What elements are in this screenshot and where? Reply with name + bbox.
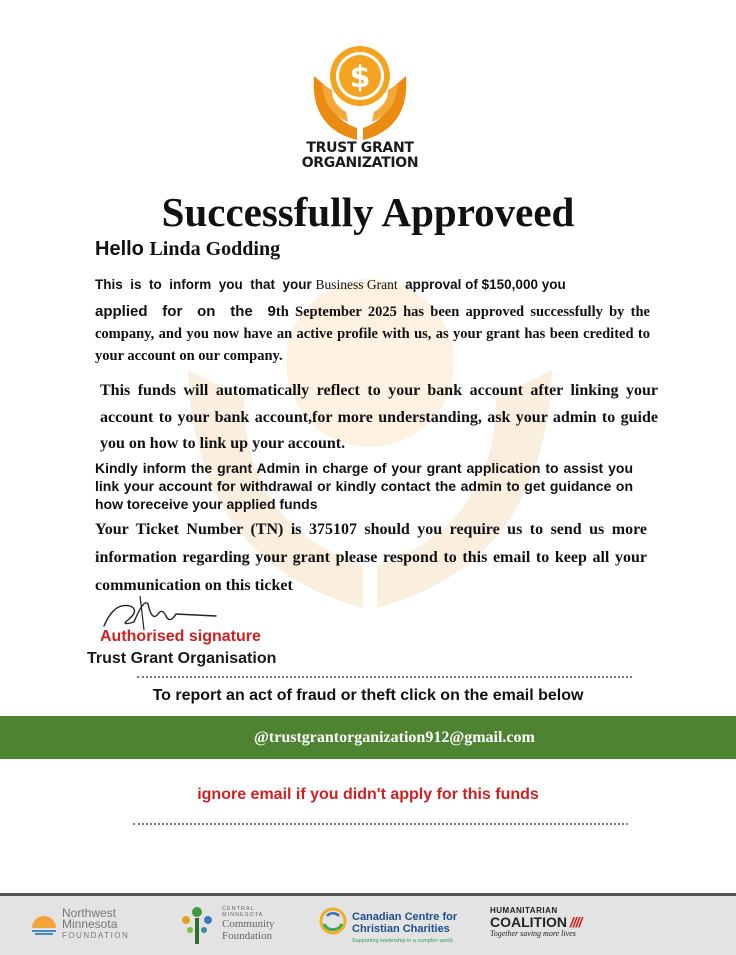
recipient-name: Linda Godding (149, 238, 281, 260)
partner-central-minnesota: CENTRAL MINNESOTA Community Foundation (222, 906, 275, 942)
tree-people-icon (176, 904, 218, 946)
sun-rays-icon (30, 910, 58, 936)
approval-rest: th September 2025 has been approved successfully by the company, and you now have an active profile with us, as your grant has been credited to your account on our company. (95, 304, 650, 364)
partner-humanitarian-coalition: HUMANITARIAN COALITION //// Together saving more lives (490, 906, 582, 938)
org-name-line2: ORGANIZATION (301, 155, 419, 171)
grant-type: Business Grant (315, 277, 398, 292)
handwritten-signature-icon (100, 592, 220, 632)
circle-swirl-icon (318, 906, 348, 936)
paragraph-ticket: Your Ticket Number (TN) is 375107 should you require us to send us more information regarding your grant please respond to this email to keep all your communication on this ticket (95, 521, 647, 594)
org-name-line1: TRUST GRANT (306, 140, 414, 156)
paragraph-intro (95, 276, 655, 293)
report-fraud-text: To report an act of fraud or theft click on the email below (152, 687, 584, 704)
greeting-hello: Hello (95, 238, 144, 260)
partner-northwest-minnesota: Northwest Minnesota FOUNDATION (62, 906, 130, 940)
dotted-divider-bottom (133, 823, 628, 825)
approval-lead: applied for on the 9 (95, 303, 276, 320)
svg-text:$: $ (349, 60, 371, 95)
partner-canadian-centre: Canadian Centre for Christian Charities Supporting leadership in a complex world (352, 911, 458, 944)
stripes-icon: //// (567, 914, 582, 930)
paragraph-admin: Kindly inform the grant Admin in charge of your grant application to assist you link your account for withdrawal or kindly contact the admin to get guidance on how toreceive your applied funds (95, 460, 633, 512)
signature-org: Trust Grant Organisation (87, 650, 277, 667)
report-email-link[interactable]: @trustgrantorganization912@gmail.com (254, 729, 535, 746)
ignore-notice: ignore email if you didn't apply for this funds (197, 786, 539, 803)
intro-pre: This is to inform you that your (95, 277, 316, 292)
page-title: Successfully Approveed (161, 189, 575, 235)
dollar-coin-hands-icon (300, 42, 420, 142)
greeting (95, 238, 280, 261)
org-name (260, 141, 460, 171)
signature-label: Authorised signature (100, 628, 261, 645)
dotted-divider (137, 676, 632, 678)
partner-footer (0, 893, 736, 955)
intro-post: approval of $150,000 you (397, 277, 566, 292)
paragraph-funds: This funds will automatically reflect to your bank account after linking your account to your bank account,for more understanding, ask your admin to guide you on how to link up your account. (100, 382, 658, 452)
paragraph-approval (95, 301, 650, 367)
